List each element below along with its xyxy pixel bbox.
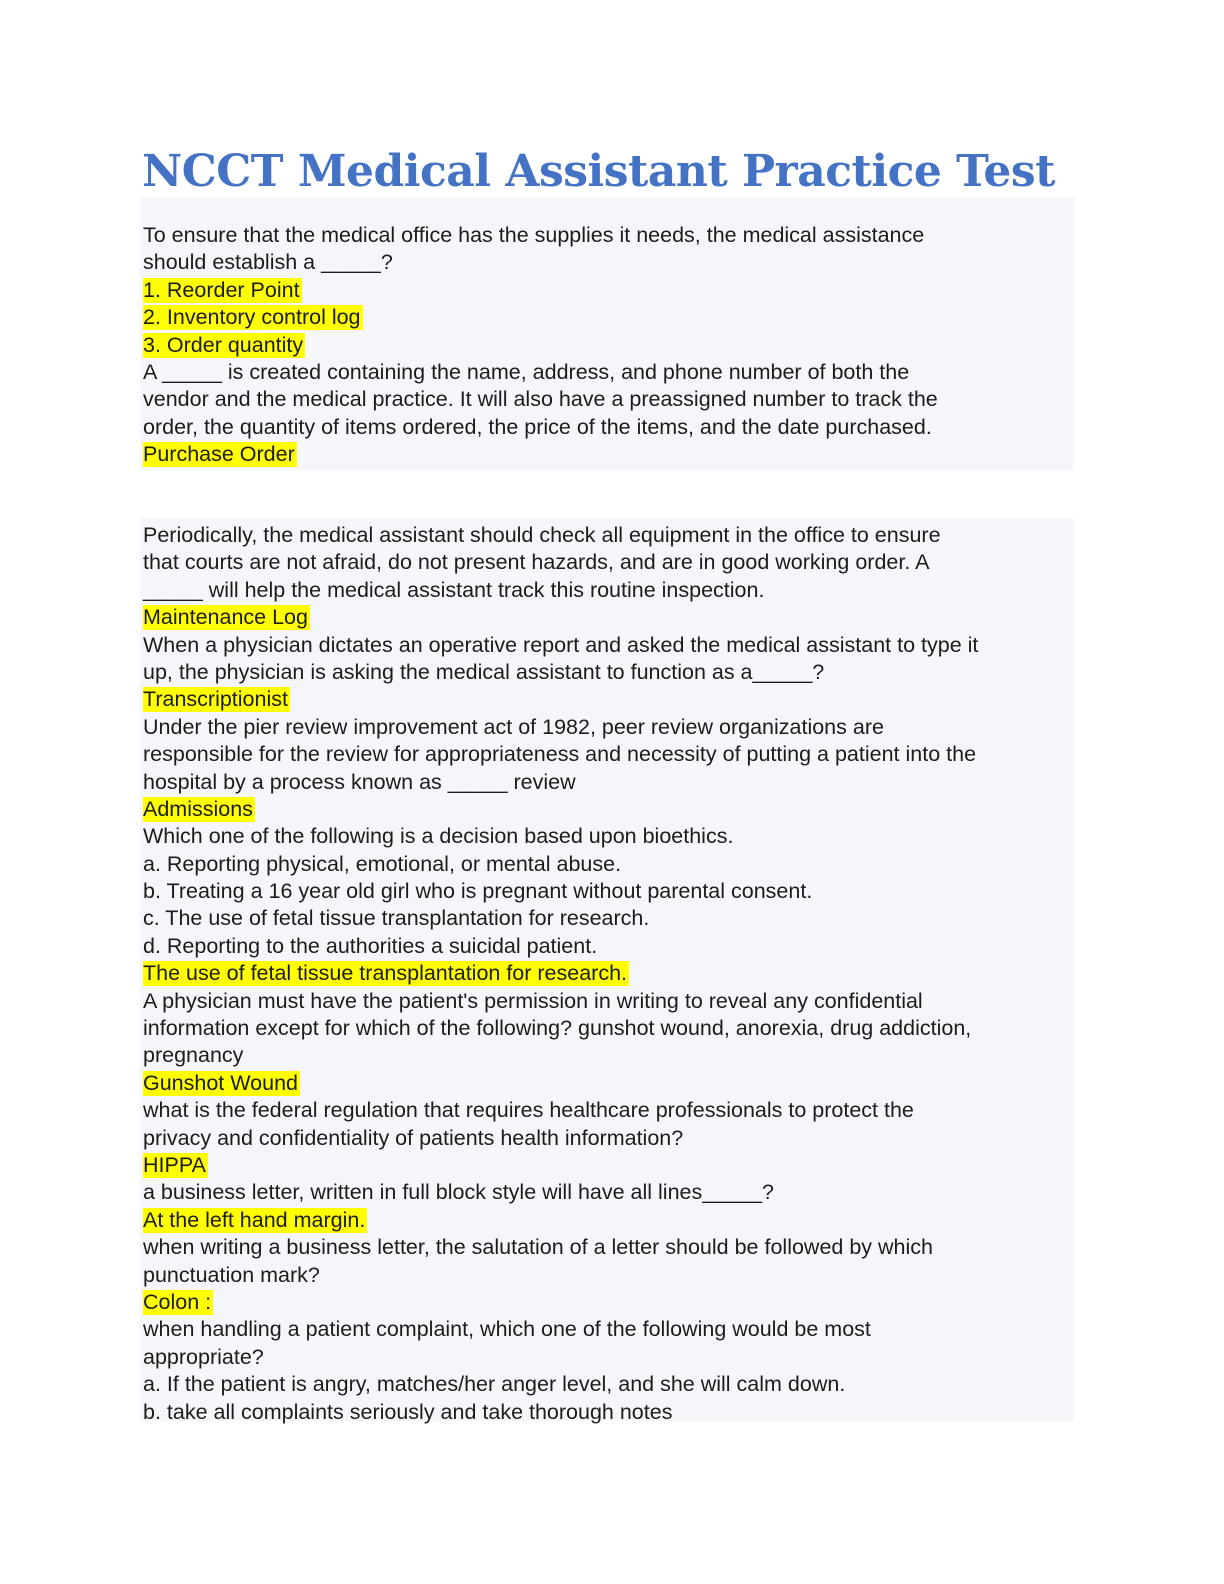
question-line bbox=[143, 414, 1073, 441]
question-text: vendor and the medical practice. It will also have a preassigned number to track the bbox=[143, 387, 938, 412]
answer-line bbox=[143, 1207, 1073, 1234]
question-text: b. Treating a 16 year old girl who is pregnant without parental consent. bbox=[143, 879, 813, 904]
question-line bbox=[143, 632, 1073, 659]
answer-line bbox=[143, 441, 1073, 468]
question-text: responsible for the review for appropriateness and necessity of putting a patient into the bbox=[143, 742, 977, 767]
question-line bbox=[143, 1125, 1073, 1152]
question-text: c. The use of fetal tissue transplantation for research. bbox=[143, 906, 650, 931]
question-text: When a physician dictates an operative report and asked the medical assistant to type it bbox=[143, 632, 979, 657]
question-line bbox=[143, 359, 1073, 386]
question-line bbox=[143, 1399, 1073, 1426]
highlighted-answer-text: Purchase Order bbox=[143, 442, 295, 467]
block-2-lines bbox=[143, 522, 1073, 1426]
answer-line bbox=[143, 604, 1073, 631]
question-line bbox=[143, 933, 1073, 960]
question-line bbox=[143, 1097, 1073, 1124]
highlighted-answer-text: At the left hand margin. bbox=[143, 1207, 366, 1232]
question-line bbox=[143, 222, 1073, 249]
question-line bbox=[143, 659, 1073, 686]
question-text: appropriate? bbox=[143, 1344, 264, 1369]
question-text: d. Reporting to the authorities a suicidal patient. bbox=[143, 933, 598, 958]
answer-line bbox=[143, 1289, 1073, 1316]
question-text: A physician must have the patient's permission in writing to reveal any confidential bbox=[143, 988, 923, 1013]
question-line bbox=[143, 1234, 1073, 1261]
page-title: NCCT Medical Assistant Practice Test bbox=[142, 146, 1055, 197]
question-text: b. take all complaints seriously and take thorough notes bbox=[143, 1399, 673, 1424]
question-line bbox=[143, 549, 1073, 576]
question-text: should establish a _____? bbox=[143, 250, 393, 275]
question-line bbox=[143, 714, 1073, 741]
answer-line bbox=[143, 1152, 1073, 1179]
highlighted-answer-text: Gunshot Wound bbox=[143, 1070, 298, 1095]
question-line bbox=[143, 769, 1073, 796]
question-line bbox=[143, 878, 1073, 905]
question-text: information except for which of the following? gunshot wound, anorexia, drug addiction, bbox=[143, 1016, 972, 1041]
question-text: a. Reporting physical, emotional, or mental abuse. bbox=[143, 851, 622, 876]
question-line bbox=[143, 905, 1073, 932]
question-line bbox=[143, 1262, 1073, 1289]
question-text: order, the quantity of items ordered, the price of the items, and the date purchased. bbox=[143, 414, 932, 439]
answer-line bbox=[143, 686, 1073, 713]
highlighted-answer-text: Maintenance Log bbox=[143, 605, 308, 630]
question-text: To ensure that the medical office has the supplies it needs, the medical assistance bbox=[143, 223, 925, 247]
question-line bbox=[143, 851, 1073, 878]
question-block-1 bbox=[140, 197, 1074, 470]
question-text: a business letter, written in full block style will have all lines_____? bbox=[143, 1180, 774, 1205]
question-text: punctuation mark? bbox=[143, 1262, 320, 1287]
question-text: that courts are not afraid, do not present hazards, and are in good working order. A bbox=[143, 550, 930, 575]
highlighted-answer-text: 3. Order quantity bbox=[143, 332, 304, 357]
highlighted-answer-text: Admissions bbox=[143, 796, 253, 821]
question-line bbox=[143, 1316, 1073, 1343]
question-text: hospital by a process known as _____ review bbox=[143, 769, 576, 794]
highlighted-answer-text: Colon : bbox=[143, 1289, 212, 1314]
highlighted-answer-text: 1. Reorder Point bbox=[143, 277, 300, 302]
question-text: privacy and confidentiality of patients health information? bbox=[143, 1125, 684, 1150]
highlighted-answer-text: Transcriptionist bbox=[143, 687, 288, 712]
answer-line bbox=[143, 304, 1073, 331]
answer-line bbox=[143, 332, 1073, 359]
answer-line bbox=[143, 960, 1073, 987]
question-text: a. If the patient is angry, matches/her anger level, and she will calm down. bbox=[143, 1372, 846, 1397]
question-line bbox=[143, 988, 1073, 1015]
answer-line bbox=[143, 796, 1073, 823]
question-line bbox=[143, 386, 1073, 413]
question-text: when writing a business letter, the salutation of a letter should be followed by which bbox=[143, 1235, 933, 1260]
question-line bbox=[143, 1042, 1073, 1069]
question-line bbox=[143, 1015, 1073, 1042]
question-text: _____ will help the medical assistant track this routine inspection. bbox=[143, 577, 765, 602]
question-line bbox=[143, 823, 1073, 850]
question-text: Periodically, the medical assistant should check all equipment in the office to ensure bbox=[143, 523, 941, 547]
question-line bbox=[143, 522, 1073, 549]
question-line bbox=[143, 741, 1073, 768]
question-text: when handling a patient complaint, which one of the following would be most bbox=[143, 1317, 871, 1342]
question-text: Under the pier review improvement act of 1982, peer review organizations are bbox=[143, 714, 884, 739]
question-text: up, the physician is asking the medical assistant to function as a_____? bbox=[143, 659, 825, 684]
answer-line bbox=[143, 277, 1073, 304]
highlighted-answer-text: HIPPA bbox=[143, 1152, 206, 1177]
question-line bbox=[143, 1344, 1073, 1371]
question-line bbox=[143, 1371, 1073, 1398]
question-text: Which one of the following is a decision based upon bioethics. bbox=[143, 824, 734, 849]
question-text: pregnancy bbox=[143, 1043, 244, 1068]
question-line bbox=[143, 249, 1073, 276]
block-1-lines bbox=[143, 222, 1073, 469]
highlighted-answer-text: 2. Inventory control log bbox=[143, 305, 361, 330]
question-line bbox=[143, 577, 1073, 604]
question-text: what is the federal regulation that requires healthcare professionals to protect the bbox=[143, 1098, 914, 1123]
question-text: A _____ is created containing the name, address, and phone number of both the bbox=[143, 359, 910, 384]
question-block-2 bbox=[140, 518, 1074, 1424]
question-line bbox=[143, 1179, 1073, 1206]
highlighted-answer-text: The use of fetal tissue transplantation for research. bbox=[143, 961, 628, 986]
answer-line bbox=[143, 1070, 1073, 1097]
